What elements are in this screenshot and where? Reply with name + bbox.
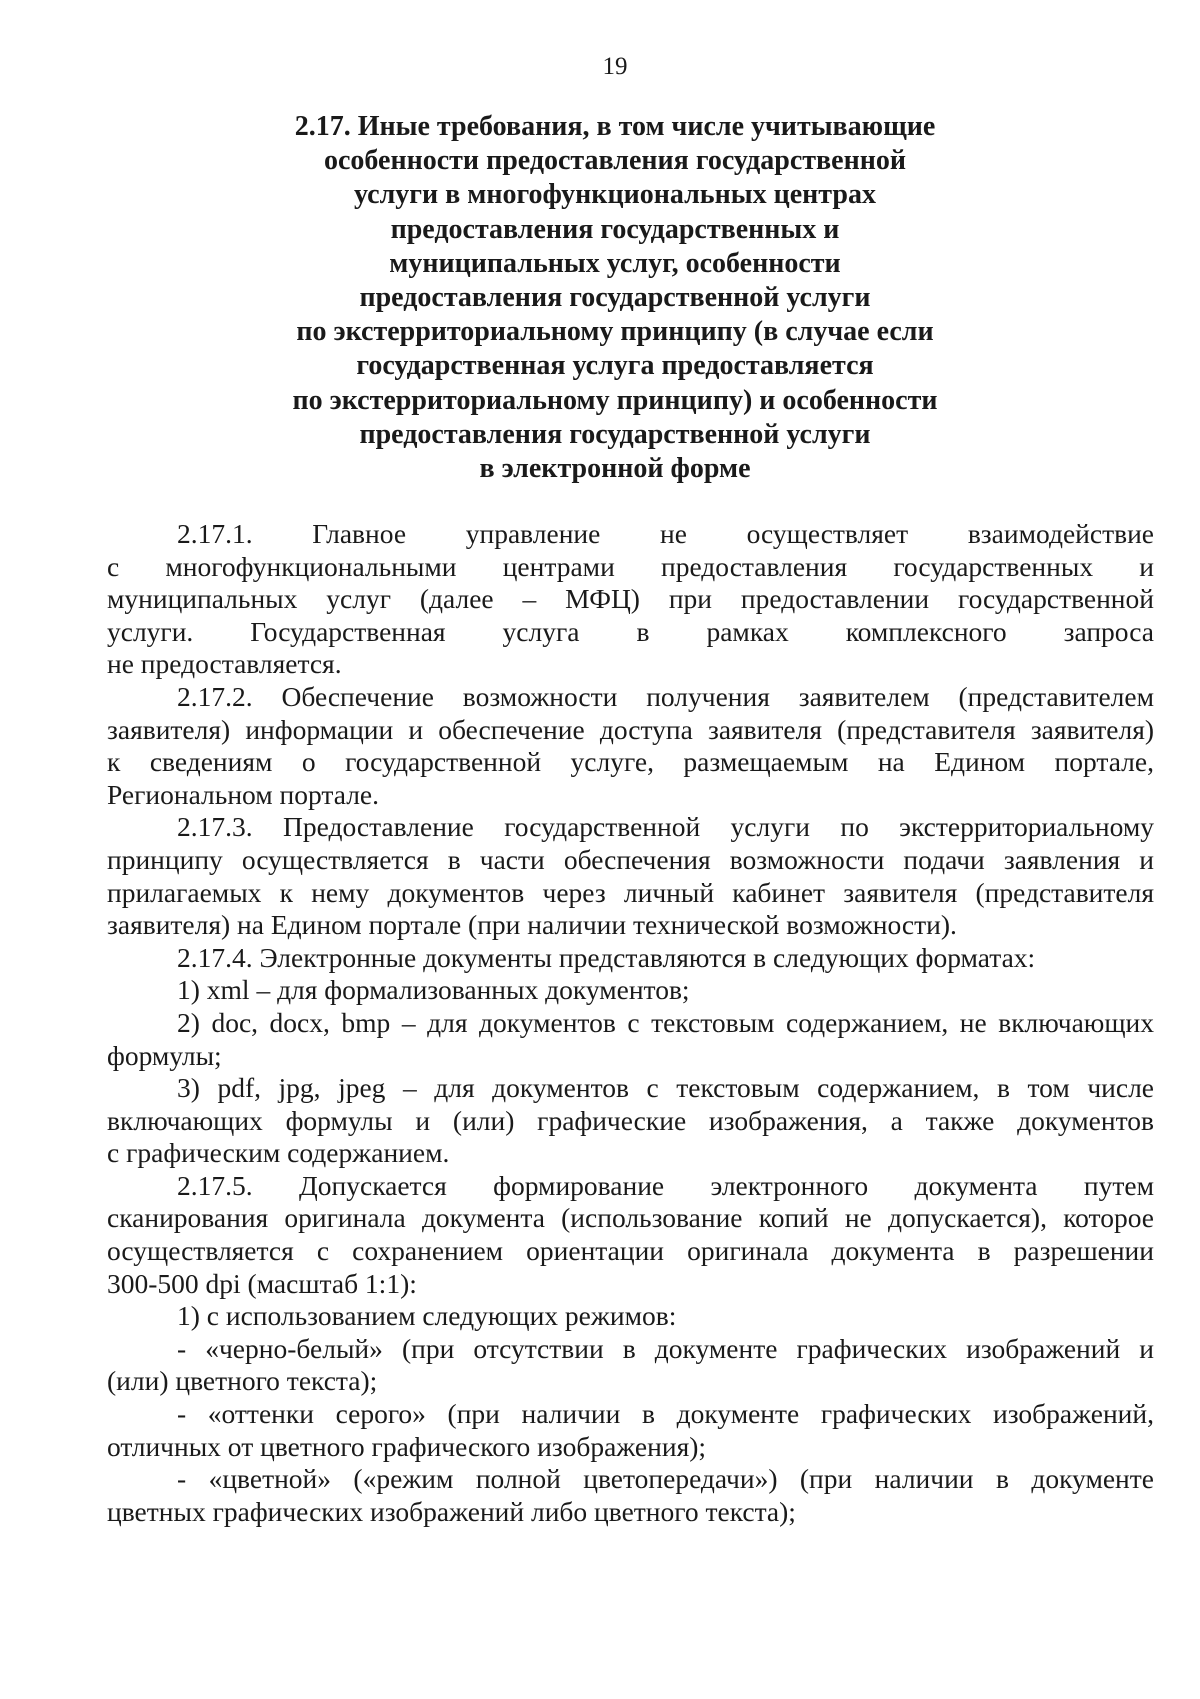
heading-line: 2.17. Иные требования, в том числе учитывающие (294, 111, 936, 142)
heading-line: муниципальных услуг, особенности (389, 247, 841, 279)
list-item-color (107, 1463, 1154, 1528)
text-line: 2.17.3. Предоставление государственной услуги по экстерриториальному (177, 811, 1154, 843)
text-line: 1) xml – для формализованных документов; (177, 974, 690, 1006)
page-number: 19 (602, 53, 628, 80)
text-line: к сведениям о государственной услуге, размещаемым на Едином портале, (107, 746, 1154, 778)
text-line: услуги. Государственная услуга в рамках комплексного запроса (107, 615, 1154, 647)
text-line: прилагаемых к нему документов через личный кабинет заявителя (представителя (107, 876, 1154, 908)
text-line: 2.17.5. Допускается формирование электронного документа путем (177, 1169, 1154, 1201)
heading-line: предоставления государственной услуги (359, 418, 871, 450)
paragraph-2-17-5 (107, 1170, 1154, 1300)
text-line: заявителя) на Едином портале (при наличии технической возможности). (107, 909, 957, 941)
heading-line: услуги в многофункциональных центрах (354, 179, 876, 211)
text-line: отличных от цветного графического изображения); (107, 1430, 707, 1462)
text-line: - «цветной» («режим полной цветопередачи») (при наличии в документе (177, 1463, 1154, 1495)
text-line: цветных графических изображений либо цветного текста); (107, 1495, 796, 1527)
heading-line: по экстерриториальному принципу) и особенности (292, 384, 938, 416)
text-line: формулы; (107, 1039, 222, 1071)
text-line: 300-500 dpi (масштаб 1:1): (107, 1267, 417, 1299)
heading-line: государственная услуга предоставляется (356, 350, 874, 382)
text-line: включающих формулы и (или) графические изображения, а также документов (107, 1104, 1154, 1136)
list-item-xml (107, 974, 1154, 1007)
list-item-doc (107, 1007, 1154, 1072)
text-line: 3) pdf, jpg, jpeg – для документов с текстовым содержанием, в том числе (177, 1072, 1154, 1104)
paragraph-2-17-3 (107, 811, 1154, 941)
text-line: сканирования оригинала документа (использование копий не допускается), которое (107, 1202, 1154, 1234)
text-line: - «оттенки серого» (при наличии в документе графических изображений, (177, 1398, 1154, 1430)
heading-line: по экстерриториальному принципу (в случае если (296, 316, 934, 348)
text-line: заявителя) информации и обеспечение доступа заявителя (представителя заявителя) (107, 713, 1154, 745)
paragraph-2-17-2 (107, 681, 1154, 811)
text-line: с графическим содержанием. (107, 1137, 450, 1169)
text-line: с многофункциональными центрами предоставления государственных и (107, 550, 1154, 582)
paragraph-2-17-1 (107, 518, 1154, 681)
text-line: 2.17.2. Обеспечение возможности получения заявителем (представителем (177, 680, 1154, 712)
list-item-modes (107, 1300, 1154, 1333)
text-line: муниципальных услуг (далее – МФЦ) при предоставлении государственной (107, 583, 1154, 615)
heading-line: предоставления государственной услуги (359, 282, 871, 314)
heading-line: предоставления государственных и (390, 213, 840, 245)
text-line: 2.17.1. Главное управление не осуществляет взаимодействие (177, 518, 1154, 549)
text-line: Региональном портале. (107, 778, 379, 810)
heading-line: особенности предоставления государственной (324, 145, 906, 177)
section-heading (250, 110, 980, 486)
list-item-pdf (107, 1072, 1154, 1170)
text-line: - «черно-белый» (при отсутствии в документе графических изображений и (177, 1332, 1154, 1364)
document-body (107, 518, 1154, 1528)
text-line: принципу осуществляется в части обеспечения возможности подачи заявления и (107, 843, 1154, 875)
list-item-grayscale (107, 1398, 1154, 1463)
text-line: 2) doc, docx, bmp – для документов с текстовым содержанием, не включающих (177, 1006, 1154, 1038)
paragraph-2-17-4 (107, 942, 1154, 975)
text-line: не предоставляется. (107, 648, 342, 680)
heading-line: в электронной форме (479, 453, 751, 485)
text-line: (или) цветного текста); (107, 1365, 378, 1397)
list-item-black-white (107, 1333, 1154, 1398)
text-line: осуществляется с сохранением ориентации оригинала документа в разрешении (107, 1235, 1154, 1267)
text-line: 2.17.4. Электронные документы представляются в следующих форматах: (177, 941, 1036, 973)
text-line: 1) с использованием следующих режимов: (177, 1300, 677, 1332)
